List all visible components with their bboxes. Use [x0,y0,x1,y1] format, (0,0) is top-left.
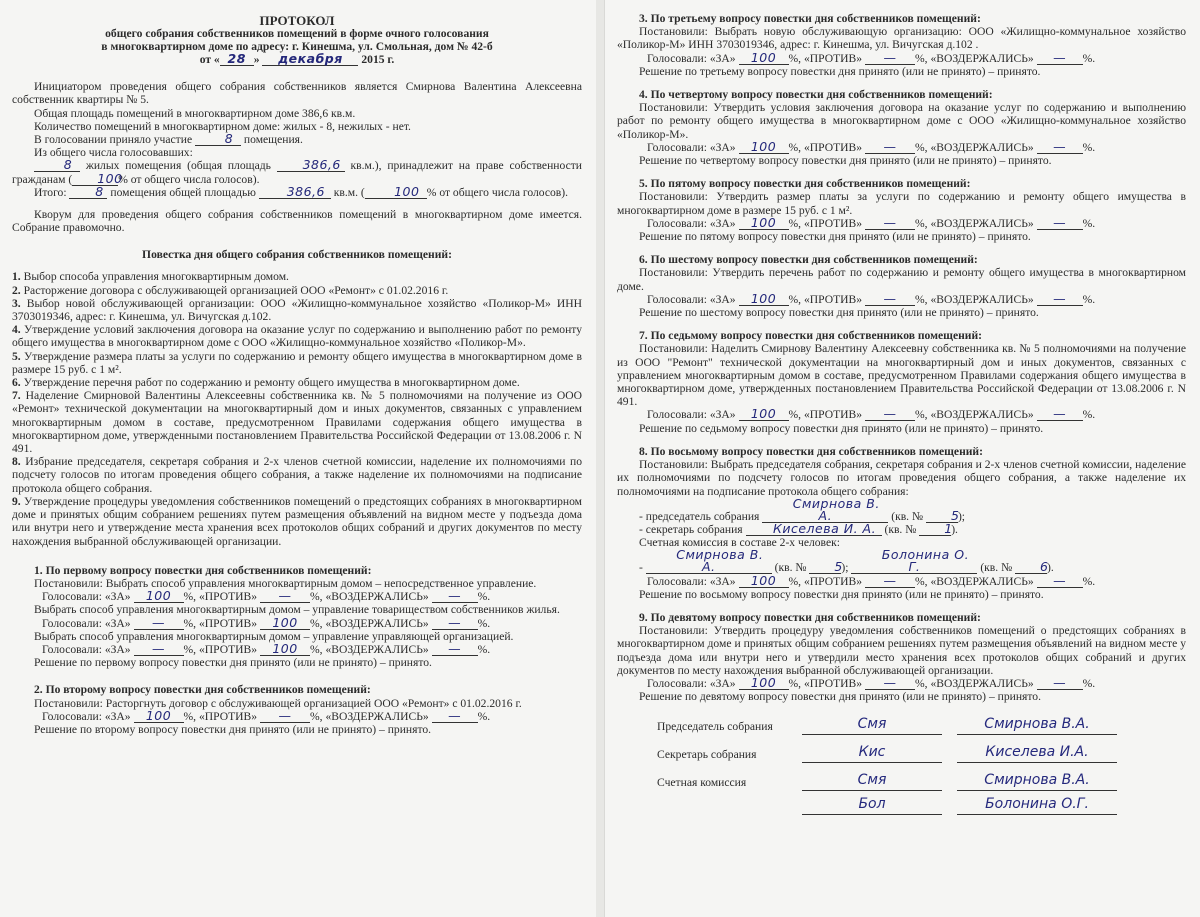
chairman-signature: Смя [802,714,942,735]
agenda-item-number: 4. [12,323,21,337]
vote-abstain-label: %, «ВОЗДЕРЖАЛИСЬ» [915,216,1034,230]
vote-for-value: — [134,643,184,656]
vote-against-value: — [260,590,310,603]
living-pct: 100 [72,173,118,186]
doc-subtitle-1: общего собрания собственников помещений в форме очного голосования [105,27,489,41]
commission-label: Счетная комиссия [657,776,747,790]
total-pct: 100 [365,186,427,199]
q8-result: Решение по восьмому вопросу повестки дня принято (или не принято) – принято. [639,587,1044,601]
q8-member2-kv-label: (кв. № [980,561,1013,575]
vote-for-value: 100 [739,141,789,154]
agenda-item [12,297,582,323]
q2-heading: 2. По второму вопросу повестки дня собственников помещений: [34,683,371,697]
q1-decision-3: Выбрать способ управления многоквартирным домом – управление управляющей организацией. [34,629,514,643]
q8-decision: Постановили: Выбрать председателя собрания, секретаря собрания и 2-х членов счетной комиссии, наделение их полномочиями по подсчету голосов по итогам проведения общего собрания, а также наделение их полномочиями на подписание протокола общего собрания: [617,458,1186,498]
q6-decision: Постановили: Утвердить перечень работ по содержанию и ремонту общего имущества в многоквартирном доме. [617,266,1186,293]
date-day: 28 [220,53,254,66]
vote-pct-suffix: %. [477,616,491,630]
agenda-item-number: 7. [12,389,21,403]
q8-heading: 8. По восьмому вопросу повестки дня собственников помещений: [639,444,983,458]
vote-against-value: — [865,52,915,65]
vote-for-value: — [134,617,184,630]
q8-member1-suffix: ); [841,561,849,575]
commission-signature-row [617,765,1186,793]
q1-decision-2: Выбрать способ управления многоквартирным домом – управление товариществом собственников жилья. [34,603,560,617]
q8-sec-label: - секретарь собрания [639,522,743,536]
q7-heading: 7. По седьмому вопросу повестки дня собственников помещений: [639,329,982,343]
q4-result: Решение по четвертому вопросу повестки дня принято (или не принято) – принято. [639,154,1052,168]
agenda-item-text: Утверждение перечня работ по содержанию и ремонту общего имущества в многоквартирном доме. [23,376,520,390]
participation-suffix: помещения. [243,133,303,147]
agenda-item-text: Наделение Смирновой Валентины Алексеевны собственника кв. № 5 полномочиями на получение из ООО «Ремонт» технической документации на многоквартирный дом и иных документов, связанных с управлением многоквартирным домом в составе, предусмотренном Правилами содержания общего имущества в многоквартирном доме, утвержденными постановлением Правительства Российской Федерации от 13.08.2006 г. N 491. [12,389,582,456]
doc-date [12,53,582,66]
q3-vote [617,49,1186,65]
agenda-item-text: Утверждение размера платы за услуги по содержанию и ремонту общего имущества в многоквартирном доме в размере 15 руб. с 1 м². [12,349,582,376]
agenda-item-number: 3. [12,296,21,310]
vote-for-label: Голосовали: «ЗА» [647,51,736,65]
q4-heading: 4. По четвертому вопросу повестки дня собственников помещений: [639,88,993,102]
vote-pct-suffix: %. [1082,408,1096,422]
chairman-signature-row [617,709,1186,737]
q2-vote [12,707,582,723]
secretary-signature: Кис [802,742,942,763]
living-count: 8 [34,159,80,172]
q1-vote-2 [12,614,582,630]
vote-abstain-value: — [432,617,478,630]
agenda-item-number: 5. [12,349,21,363]
agenda-item-text: Избрание председателя, секретаря собрания и 2-х членов счетной комиссии, наделение их полномочиями по подсчету голосов по итогам проведения общего собрания, а также наделение их полномочиями на подписание протокола общего собрания. [12,455,583,495]
commission-signature-row-2 [617,793,1186,817]
agenda-item-number: 6. [12,376,21,390]
vote-against-value: 100 [260,643,310,656]
q8-vote [617,572,1186,588]
q8-chair-label: - председатель собрания [639,509,760,523]
q5-result: Решение по пятому вопросу повестки дня принято (или не принято) – принято. [639,230,1031,244]
q8-member2-name: Болонина О. Г. [851,549,977,574]
page-gutter [596,0,604,917]
vote-abstain-value: — [1037,217,1083,230]
from-total-text: Из общего числа голосовавших: [34,146,193,160]
q9-result: Решение по девятому вопросу повестки дня принято (или не принято) – принято. [639,690,1041,704]
vote-against-label: %, «ПРОТИВ» [788,292,863,306]
initiator-text: Инициатором проведения общего собрания собственников является Смирнова Валентина Алексеевна собственник квартиры № 5. [12,80,582,107]
date-mid: » [253,53,260,67]
q9-decision: Постановили: Утвердить процедуру уведомления собственников помещений о предстоящих собраниях в многоквартирном доме и принятых общим собранием решениях путем размещения объявлений на видном месте у подъезда дома или внутри него и утвердили место хранения всех протоколов общих собраний и других документов по месту нахождения выбранной обслуживающей организации. [617,624,1186,677]
vote-for-value: 100 [739,217,789,230]
total-area: 386,6 [259,186,331,199]
vote-against-label: %, «ПРОТИВ» [788,216,863,230]
q8-sec-kv-label: (кв. № [884,522,917,536]
commission-signature-2: Бол [802,794,942,815]
vote-against-value: 100 [260,617,310,630]
q8-commission: Счетная комиссия в составе 2-х человек: [639,536,840,550]
vote-pct-suffix: %. [477,642,491,656]
area-text: Общая площадь помещений в многоквартирном доме 386,6 кв.м. [34,106,356,120]
agenda-item-text: Выбор новой обслуживающей организации: ООО «Жилищно-коммунальное хозяйство «Поликор-М» ИНН 3703019346, адрес: г. Кинешма, ул. Вичугская д.102. [12,296,582,324]
q9-vote [617,674,1186,690]
chairman-name: Смирнова В.А. [957,714,1117,735]
vote-abstain-label: %, «ВОЗДЕРЖАЛИСЬ» [915,51,1034,65]
count-text: Количество помещений в многоквартирном доме: жилых - 8, нежилых - нет. [34,119,411,133]
date-year: 2015 г. [361,53,395,67]
agenda-title: Повестка дня общего собрания собственников помещений: [142,248,452,262]
agenda-item [12,495,582,548]
vote-pct-suffix: %. [1082,574,1096,588]
living-premises-text [12,159,582,185]
vote-abstain-value: — [1037,677,1083,690]
agenda-item-text: Расторжение договора с обслуживающей организацией ООО «Ремонт» с 01.02.2016 г. [23,283,449,297]
q5-decision: Постановили: Утвердить размер платы за услуги по содержанию и ремонту общего имущества в многоквартирном доме в размере 15 руб. с 1 м². [617,190,1186,217]
q9-heading: 9. По девятому вопросу повестки дня собственников помещений: [639,610,981,624]
participation-label: В голосовании приняло участие [34,133,193,147]
q8-chair-suffix: ); [957,509,966,523]
secretary-signature-row [617,737,1186,765]
vote-abstain-label: %, «ВОЗДЕРЖАЛИСЬ» [915,676,1034,690]
total-count: 8 [69,186,107,199]
q1-vote-3 [12,640,582,656]
living-label-3: % от общего числа голосов). [118,172,260,186]
vote-abstain-value: — [1037,575,1083,588]
vote-pct-suffix: %. [477,709,491,723]
q6-vote [617,290,1186,306]
vote-against-value: — [865,141,915,154]
vote-abstain-value: — [1037,52,1083,65]
q3-heading: 3. По третьему вопросу повестки дня собственников помещений: [639,12,981,25]
total-label-4: % от общего числа голосов). [426,185,569,199]
vote-pct-suffix: %. [1082,216,1096,230]
vote-for-value: 100 [739,52,789,65]
vote-abstain-label: %, «ВОЗДЕРЖАЛИСЬ» [915,574,1034,588]
vote-against-label: %, «ПРОТИВ» [183,616,258,630]
vote-against-label: %, «ПРОТИВ» [788,574,863,588]
total-label: Итого: [34,185,67,199]
q5-heading: 5. По пятому вопросу повестки дня собственников помещений: [639,177,971,191]
agenda-item [12,376,582,389]
vote-pct-suffix: %. [1082,140,1096,154]
vote-for-value: 100 [739,293,789,306]
vote-against-label: %, «ПРОТИВ» [183,709,258,723]
vote-for-value: 100 [739,677,789,690]
q7-vote [617,408,1186,421]
vote-abstain-label: %, «ВОЗДЕРЖАЛИСЬ» [310,590,429,604]
agenda-item-number: 1. [12,270,21,284]
agenda-item-text: Утверждение процедуры уведомления собственников помещений о предстоящих собраниях в многоквартирном доме и принятых общим собранием решениях путем размещения объявлений на видном месте у подъезда дома или внутри него и утверждение места хранения всех протоколов общих собраний и других документов по месту нахождения выбранной обслуживающей организации. [12,494,582,548]
q8-commission-members: - Смирнова В. А. (кв. № 5); Болонина О. Г. (кв. № 6). [639,547,1054,575]
living-label-2: кв.м.), принадлежит на праве собственности гражданам ( [12,159,582,186]
q6-heading: 6. По шестому вопросу повестки дня собственников помещений: [639,253,978,267]
vote-for-label: Голосовали: «ЗА» [42,590,131,604]
date-prefix: от « [199,53,220,67]
vote-against-label: %, «ПРОТИВ» [788,51,863,65]
q3-decision: Постановили: Выбрать новую обслуживающую организацию: ООО «Жилищно-коммунальное хозяйство «Поликор-М» ИНН 3703019346, адрес: г. Кинешма, ул. Вичугская д.102 . [617,25,1186,52]
doc-title: ПРОТОКОЛ [259,13,335,28]
vote-against-label: %, «ПРОТИВ» [788,408,863,422]
vote-for-label: Голосовали: «ЗА» [647,676,736,690]
quorum-text: Кворум для проведения общего собрания собственников помещений в многоквартирном доме имеется. Собрание правомочно. [12,208,582,235]
q7-decision: Постановили: Наделить Смирнову Валентину Алексеевну собственника кв. № 5 полномочиями на получение из ООО "Ремонт" технической документации на многоквартирный дом и иных документов, связанных с управлением многоквартирным домом в составе, предусмотренном Правилами содержания общего имущества в многоквартирном доме, утвержденных постановлением Правительства Российской Федерации от 13.08.2006 г. N 491. [617,342,1186,409]
vote-abstain-value: — [432,590,478,603]
q8-member2-suffix: ). [1047,561,1054,575]
q2-decision: Постановили: Расторгнуть договор с обслуживающей организацией ООО «Ремонт» с 01.02.2016 г. [34,696,522,710]
total-text [12,183,582,199]
q1-result: Решение по первому вопросу повестки дня принято (или не принято) – принято. [34,656,432,670]
q8-member1-name: Смирнова В. А. [646,549,772,574]
agenda-item [12,455,582,495]
vote-against-label: %, «ПРОТИВ» [183,642,258,656]
total-label-2: помещения общей площадью [110,185,256,199]
agenda-list [12,270,582,547]
vote-abstain-label: %, «ВОЗДЕРЖАЛИСЬ» [915,140,1034,154]
vote-pct-suffix: %. [1082,292,1096,306]
participation-value: 8 [195,133,241,146]
agenda-item-number: 2. [12,283,21,297]
doc-subtitle-2: в многоквартирном доме по адресу: г. Кинешма, ул. Смольная, дом № 42-б [101,40,493,54]
living-area: 386,6 [277,159,345,172]
q8-sec-suffix: ). [951,522,958,536]
vote-against-value: — [865,293,915,306]
agenda-item [12,284,582,297]
agenda-item [12,323,582,349]
q3-result: Решение по третьему вопросу повестки дня принято (или не принято) – принято. [639,64,1041,78]
vote-for-label: Голосовали: «ЗА» [42,709,131,723]
vote-pct-suffix: %. [1082,51,1096,65]
agenda-item [12,350,582,376]
agenda-item-number: 8. [12,455,21,469]
vote-pct-suffix: %. [1082,676,1096,690]
vote-abstain-label: %, «ВОЗДЕРЖАЛИСЬ» [915,292,1034,306]
agenda-item [12,270,582,283]
commission-name-1: Смирнова В.А. [957,770,1117,791]
agenda-item-number: 9. [12,494,21,508]
vote-pct-suffix: %. [477,590,491,604]
commission-name-2: Болонина О.Г. [957,794,1117,815]
q5-vote [617,214,1186,230]
vote-for-label: Голосовали: «ЗА» [42,616,131,630]
q8-chair-kv-label: (кв. № [891,509,924,523]
vote-for-label: Голосовали: «ЗА» [647,408,736,422]
vote-for-label: Голосовали: «ЗА» [647,574,736,588]
vote-against-label: %, «ПРОТИВ» [183,590,258,604]
q8-member1-kv-label: (кв. № [774,561,807,575]
vote-against-value: — [260,710,310,723]
vote-abstain-value: — [1037,293,1083,306]
commission-signature-1: Смя [802,770,942,791]
q8-chair-name: Смирнова В. А. [762,498,888,523]
vote-for-label: Голосовали: «ЗА» [647,292,736,306]
secretary-label: Секретарь собрания [657,748,757,762]
chairman-label: Председатель собрания [657,720,773,734]
agenda-item-text: Утверждение условий заключения договора на оказание услуг по содержанию и выполнению работ по ремонту общего имущества в многоквартирном доме с ООО «Жилищно-коммунальное хозяйство «Поликор-М». [12,323,582,350]
q1-decision-1: Постановили: Выбрать способ управления многоквартирным домом – непосредственное управление. [34,576,537,590]
vote-against-value: — [865,408,915,421]
vote-against-value: — [865,575,915,588]
q8-member1-kv: 5 [809,561,841,574]
vote-for-label: Голосовали: «ЗА» [647,140,736,154]
vote-abstain-value: — [1037,141,1083,154]
date-month: декабря [262,53,358,66]
left-page [0,0,596,917]
vote-abstain-value: — [432,643,478,656]
vote-abstain-value: — [432,710,478,723]
q4-vote [617,138,1186,154]
vote-for-value: 100 [739,408,789,421]
vote-for-label: Голосовали: «ЗА» [647,216,736,230]
q6-result: Решение по шестому вопросу повестки дня принято (или не принято) – принято. [639,306,1039,320]
vote-for-value: 100 [134,590,184,603]
q8-sec-kv: 1 [919,523,951,536]
vote-abstain-label: %, «ВОЗДЕРЖАЛИСЬ» [310,616,429,630]
q8-secretary [617,520,1186,536]
vote-abstain-label: %, «ВОЗДЕРЖАЛИСЬ» [915,408,1034,422]
vote-for-value: 100 [134,710,184,723]
q8-sec-name: Киселева И. А. [746,523,882,536]
q8-member2-kv: 6 [1015,561,1047,574]
vote-against-value: — [865,677,915,690]
q4-decision: Постановили: Утвердить условия заключения договора на оказание услуг по содержанию и выполнению работ по ремонту общего имущества в многоквартирном доме с ООО «Жилищно-коммунальное хозяйство «Поликор-М». [617,101,1186,141]
vote-abstain-value: — [1037,408,1083,421]
vote-against-label: %, «ПРОТИВ» [788,140,863,154]
secretary-name: Киселева И.А. [957,742,1117,763]
vote-for-value: 100 [739,575,789,588]
vote-against-label: %, «ПРОТИВ» [788,676,863,690]
vote-against-value: — [865,217,915,230]
q1-vote-1 [12,590,582,603]
q8-chairman [617,495,1186,523]
agenda-item-text: Выбор способа управления многоквартирным домом. [23,270,289,284]
vote-for-label: Голосовали: «ЗА» [42,642,131,656]
q2-result: Решение по второму вопросу повестки дня принято (или не принято) – принято. [34,722,432,736]
living-label: жилых помещения (общая площадь [85,159,271,173]
total-label-3: кв.м. ( [333,185,365,199]
q7-result: Решение по седьмому вопросу повестки дня принято (или не принято) – принято. [639,421,1044,435]
q8-chair-kv: 5 [926,510,958,523]
q1-heading: 1. По первому вопросу повестки дня собственников помещений: [34,563,372,577]
right-page [604,0,1200,917]
vote-abstain-label: %, «ВОЗДЕРЖАЛИСЬ» [310,709,429,723]
agenda-item [12,389,582,455]
participation-text [12,133,582,146]
vote-abstain-label: %, «ВОЗДЕРЖАЛИСЬ» [310,642,429,656]
